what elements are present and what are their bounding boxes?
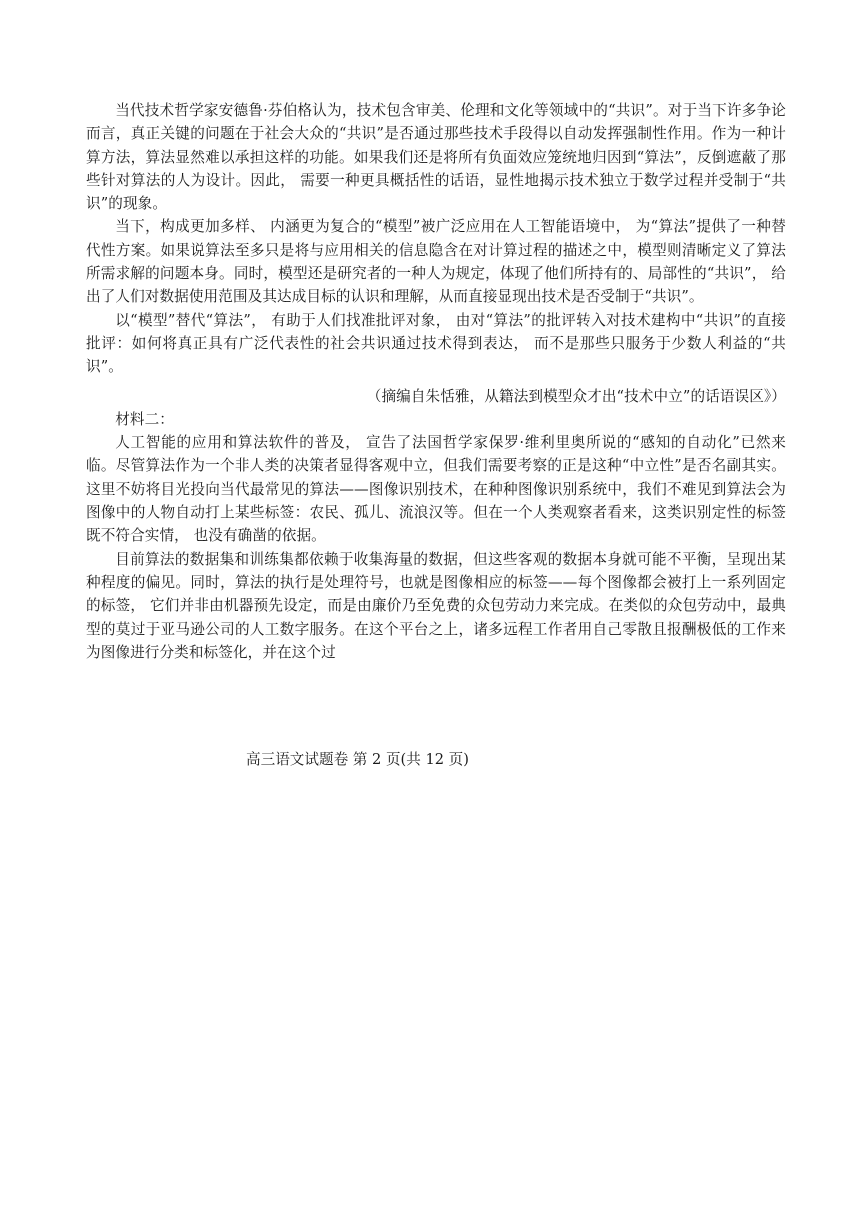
material1-source-citation: （摘编自朱恬雅，从籍法到模型众才出“技术中立”的话语误区》）	[366, 387, 786, 405]
page-footer: 高三语文试题卷 第 2 页(共 12 页)	[246, 751, 469, 768]
material1-paragraph-1: 当代技术哲学家安德鲁·芬伯格认为，技术包含审美、伦理和文化等领域中的“共识”。对于当下许多争论而言，真正关键的问题在于社会大众的“共识”是否通过那些技术手段得以自动发挥强制性作用。作为一种计算方法，算法显然难以承担这样的功能。如果我们还是将所有负面效应笼统地归因到“算法”，反倒遮蔽了那些针对算法的人为设计。因此， 需要一种更具概括性的话语，显性地揭示技术独立于数学过程并受制于“共识”的现象。	[86, 102, 786, 213]
material2-label: 材料二：	[115, 410, 174, 428]
material1-paragraph-3: 以“模型”替代“算法”， 有助于人们找准批评对象， 由对“算法”的批评转入对技术建构中“共识”的直接批评：如何将真正具有广泛代表性的社会共识通过技术得到表达， 而不是那些只服务于少数人利益的“共识”。	[86, 311, 786, 376]
article-body	[86, 99, 786, 664]
material2-paragraph-2: 目前算法的数据集和训练集都依赖于收集海量的数据，但这些客观的数据本身就可能不平衡，呈现出某种程度的偏见。同时，算法的执行是处理符号，也就是图像相应的标签——每个图像都会被打上一系列固定的标签， 它们并非由机器预先设定，而是由廉价乃至免费的众包劳动力来完成。在类似的众包劳动中，最典型的莫过于亚马逊公司的人工数字服务。在这个平台之上，诸多远程工作者用自己零散且报酬极低的工作来为图像进行分类和标签化，并在这个过	[86, 550, 786, 661]
material1-paragraph-2: 当下，构成更加多样、 内涵更为复合的“模型”被广泛应用在人工智能语境中， 为“算法”提供了一种替代性方案。如果说算法至多只是将与应用相关的信息隐含在对计算过程的描述之中，模型则清晰定义了算法所需求解的问题本身。同时，模型还是研究者的一种人为规定，体现了他们所持有的、局部性的“共识”， 给出了人们对数据使用范围及其达成目标的认识和理解，从而直接显现出技术是否受制于“共识”。	[86, 218, 786, 306]
material2-paragraph-1: 人工智能的应用和算法软件的普及， 宣告了法国哲学家保罗·维利里奥所说的“感知的自动化”已然来临。尽管算法作为一个非人类的决策者显得客观中立，但我们需要考察的正是这种“中立性”是否名副其实。这里不妨将目光投向当代最常见的算法——图像识别技术，在种种图像识别系统中，我们不难见到算法会为图像中的人物自动打上某些标签：农民、孤儿、流浪汉等。但在一个人类观察者看来，这类识别定性的标签既不符合实情， 也没有确凿的依据。	[86, 434, 786, 545]
